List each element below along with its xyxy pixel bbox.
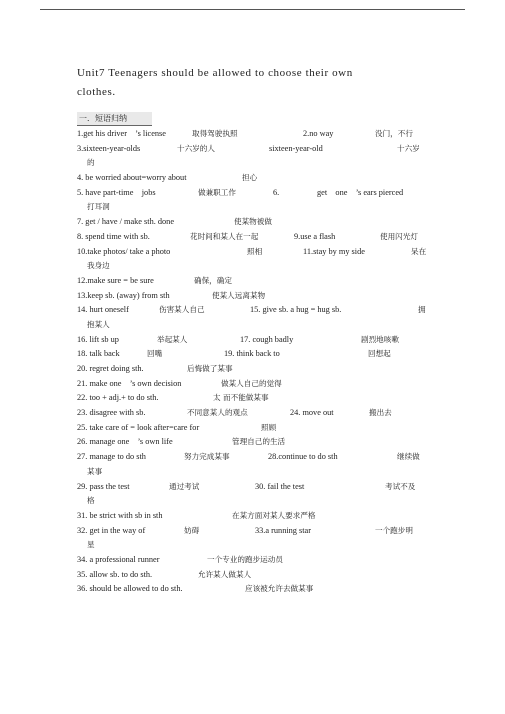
- page-title: [77, 64, 353, 102]
- phrase-line: [77, 142, 432, 157]
- phrase-segment: 5. have part-time jobs: [77, 187, 156, 197]
- top-rule: [40, 9, 465, 10]
- phrase-line: [77, 480, 432, 495]
- phrase-line: [77, 171, 432, 186]
- phrase-segment: 24. move out: [290, 408, 334, 418]
- phrase-segment: 34. a professional runner: [77, 554, 160, 564]
- phrase-segment: 星: [87, 540, 95, 550]
- phrase-segment: 使某人远离某物: [212, 290, 266, 300]
- phrase-line: [77, 421, 432, 436]
- phrase-line: [77, 127, 432, 142]
- phrase-segment: 伤害某人自己: [159, 305, 205, 315]
- phrase-segment: 31. be strict with sb in sth: [77, 510, 163, 520]
- phrase-segment: 20. regret doing sth.: [77, 364, 144, 373]
- phrase-segment: 9.use a flash: [294, 231, 336, 241]
- phrase-segment: 抱某人: [87, 319, 110, 329]
- phrase-line: [77, 362, 432, 377]
- phrase-line: [77, 215, 432, 230]
- phrase-segment: 担心: [242, 173, 258, 183]
- phrase-segment: 使用闪光灯: [380, 231, 418, 241]
- phrase-segment: 1.get his driver ’s license: [77, 129, 166, 138]
- section-heading: 一．短语归纳: [77, 112, 152, 126]
- phrase-segment: 22. too + adj.+ to do sth.: [77, 393, 159, 403]
- phrase-line: [77, 553, 432, 568]
- phrase-list: [77, 127, 432, 597]
- phrase-line: [77, 538, 432, 553]
- phrase-segment: 继续做: [397, 452, 420, 462]
- phrase-line: [77, 435, 432, 450]
- phrase-segment: 允许某人做某人: [198, 569, 252, 579]
- phrase-line: [77, 347, 432, 362]
- phrase-segment: 做兼职工作: [198, 187, 236, 197]
- phrase-segment: 照顾: [261, 422, 277, 432]
- phrase-line: [77, 494, 432, 509]
- phrase-segment: 28.continue to do sth: [268, 452, 338, 462]
- phrase-segment: 7. get / have / make sth. done: [77, 217, 175, 227]
- phrase-segment: 在某方面对某人要求严格: [232, 510, 316, 520]
- phrase-segment: 18. talk back: [77, 349, 120, 359]
- phrase-segment: 21. make one ’s own decision: [77, 378, 182, 388]
- phrase-segment: 12.make sure = be sure: [77, 275, 154, 285]
- phrase-line: [77, 450, 432, 465]
- phrase-line: [77, 259, 432, 274]
- phrase-segment: 10.take photos/ take a photo: [77, 246, 171, 256]
- phrase-segment: 举起某人: [157, 334, 188, 344]
- phrase-line: [77, 509, 432, 524]
- phrase-segment: 8. spend time with sb.: [77, 231, 150, 241]
- phrase-segment: 花时间和某人在一起: [190, 231, 259, 241]
- phrase-segment: 4. be worried about=worry about: [77, 173, 187, 183]
- phrase-segment: 取得驾驶执照: [192, 129, 238, 138]
- phrase-segment: 16. lift sb up: [77, 334, 119, 344]
- phrase-segment: 呆在: [411, 246, 427, 256]
- phrase-line: [77, 568, 432, 583]
- phrase-segment: 一个专业的跑步运动员: [207, 554, 283, 564]
- phrase-line: [77, 245, 432, 260]
- phrase-segment: 27. manage to do sth: [77, 452, 146, 462]
- phrase-segment: sixteen-year-old: [269, 143, 323, 153]
- phrase-segment: 使某物被做: [234, 217, 272, 227]
- phrase-segment: 15. give sb. a hug = hug sb.: [250, 305, 342, 315]
- phrase-segment: 没门，不行: [375, 129, 413, 138]
- title-line-1: Unit7 Teenagers should be allowed to choose their own: [77, 67, 353, 79]
- phrase-segment: 通过考试: [169, 481, 200, 491]
- phrase-segment: 妨碍: [184, 525, 200, 535]
- phrase-line: [77, 391, 432, 406]
- phrase-line: [77, 303, 432, 318]
- phrase-segment: 32. get in the way of: [77, 525, 146, 535]
- phrase-segment: 后悔做了某事: [187, 364, 233, 373]
- phrase-line: [77, 582, 432, 597]
- phrase-segment: 打耳洞: [87, 202, 110, 212]
- phrase-segment: 不同意某人的观点: [187, 408, 248, 418]
- phrase-segment: 回想起: [368, 349, 391, 359]
- phrase-segment: 确保，确定: [194, 275, 232, 285]
- phrase-segment: 搬出去: [369, 408, 392, 418]
- phrase-segment: 11.stay by my side: [303, 246, 365, 256]
- phrase-segment: 30. fail the test: [255, 481, 305, 491]
- phrase-line: [77, 524, 432, 539]
- phrase-line: [77, 156, 432, 171]
- phrase-segment: 25. take care of = look after=care for: [77, 422, 200, 432]
- phrase-line: [77, 465, 432, 480]
- phrase-segment: 6.: [273, 187, 280, 197]
- phrase-segment: 35. allow sb. to do sth.: [77, 569, 153, 579]
- phrase-segment: 3.sixteen-year-olds: [77, 143, 141, 153]
- phrase-line: [77, 333, 432, 348]
- phrase-segment: 剧烈地咳嗽: [361, 334, 399, 344]
- phrase-segment: 拥: [418, 305, 426, 315]
- phrase-segment: 23. disagree with sb.: [77, 408, 146, 418]
- phrase-segment: 十六岁: [397, 143, 420, 153]
- phrase-segment: 19. think back to: [224, 349, 280, 359]
- phrase-segment: 十六岁的人: [177, 143, 215, 153]
- title-line-2: clothes.: [77, 86, 116, 98]
- phrase-line: [77, 289, 432, 304]
- phrase-segment: 一个跑步明: [375, 525, 413, 535]
- phrase-segment: 29. pass the test: [77, 481, 130, 491]
- phrase-segment: 33.a running star: [255, 525, 311, 535]
- phrase-segment: 13.keep sb. (away) from sth: [77, 290, 170, 300]
- phrase-segment: 太 而不能做某事: [213, 393, 269, 403]
- phrase-segment: 做某人自己的觉得: [221, 378, 282, 388]
- phrase-line: [77, 318, 432, 333]
- phrase-segment: 管理自己的生活: [232, 437, 286, 447]
- phrase-line: [77, 186, 432, 201]
- phrase-line: [77, 406, 432, 421]
- phrase-line: [77, 274, 432, 289]
- phrase-line: [77, 377, 432, 392]
- phrase-segment: 考试不及: [385, 481, 416, 491]
- phrase-segment: 17. cough badly: [240, 334, 294, 344]
- phrase-segment: 回嘴: [147, 349, 163, 359]
- phrase-segment: 应该被允许去做某事: [245, 584, 314, 594]
- phrase-segment: 36. should be allowed to do sth.: [77, 584, 183, 594]
- phrase-segment: 格: [87, 496, 95, 506]
- phrase-segment: 某事: [87, 466, 103, 476]
- phrase-segment: 2.no way: [303, 129, 334, 138]
- phrase-segment: 我身边: [87, 261, 110, 271]
- phrase-segment: 努力完成某事: [184, 452, 230, 462]
- phrase-segment: 的: [87, 158, 95, 168]
- phrase-segment: get one ’s ears pierced: [317, 187, 404, 197]
- phrase-segment: 照相: [247, 246, 263, 256]
- phrase-line: [77, 230, 432, 245]
- phrase-segment: 14. hurt oneself: [77, 305, 129, 315]
- phrase-segment: 26. manage one ’s own life: [77, 437, 173, 447]
- phrase-line: [77, 200, 432, 215]
